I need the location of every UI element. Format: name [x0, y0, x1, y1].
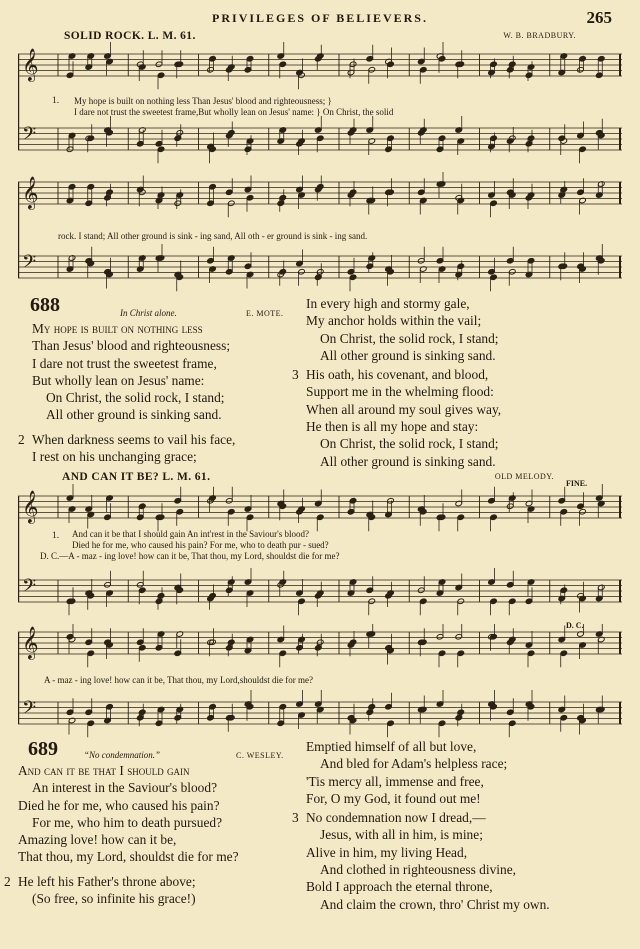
- verse-line: For me, who him to death pursued?: [32, 814, 223, 830]
- verse-line: All other ground is sinking sand.: [46, 407, 222, 423]
- verse-line: And clothed in righteousness divine,: [320, 862, 516, 878]
- verse-line: Than Jesus' blood and righteousness;: [32, 338, 231, 354]
- verse-line: On Christ, the solid rock, I stand;: [46, 390, 225, 406]
- verse-line: But wholly lean on Jesus' name:: [32, 372, 205, 388]
- hymn-688-column-2: [292, 295, 501, 470]
- tune-composer: W. B. BRADBURY.: [503, 31, 576, 40]
- dc-marking: D. C.: [566, 621, 584, 630]
- hymn-688-column-1: [18, 320, 235, 465]
- verse-line: For, O my God, it found out me!: [306, 790, 481, 806]
- bass-staff: [18, 116, 622, 163]
- hymn-author: E. MOTE.: [246, 309, 284, 318]
- tune-heading-solid-rock: [64, 30, 576, 42]
- hymn-689-column-2: [292, 738, 550, 913]
- verse-line: Amazing love! how can it be,: [18, 832, 177, 848]
- verse-line: On Christ, the solid rock, I stand;: [320, 330, 499, 346]
- verse-line: (So free, so infinite his grace!): [32, 891, 196, 907]
- verse-line: Alive in him, my living Head,: [306, 844, 468, 860]
- verse-marker: 1.: [52, 96, 60, 106]
- verse-line: 3 His oath, his covenant, and blood,: [292, 367, 489, 383]
- tune-heading-and-can-it-be: [62, 471, 554, 483]
- verse-line: Bold I approach the eternal throne,: [306, 879, 493, 895]
- bass-clef-icon: 𝄢: [22, 698, 37, 723]
- treble-staff: [18, 624, 622, 667]
- verse-line: 2 When darkness seems to vail his face,: [18, 431, 236, 447]
- verse-line: All other ground is sinking sand.: [320, 347, 496, 363]
- tune-composer: OLD MELODY.: [494, 472, 554, 481]
- lyric-line: D. C.—A - maz - ing love! how can it be, That thou, my Lord, shouldst die for me?: [40, 551, 340, 561]
- verse-line: 3 No condemnation now I dread,—: [292, 810, 486, 826]
- verse-marker: 1.: [52, 531, 60, 541]
- page-number: 265: [586, 8, 612, 27]
- tune-name: AND CAN IT BE? L. M. 61.: [62, 471, 211, 483]
- lyric-line: I dare not trust the sweetest frame,But wholly lean on Jesus' name: } On Christ, the solid: [74, 107, 394, 117]
- treble-clef-icon: 𝄞: [22, 626, 39, 659]
- verse-line: Died he for me, who caused his pain?: [18, 797, 220, 813]
- lyric-line: A - maz - ing love! how can it be, That thou, my Lord,shouldst die for me?: [44, 675, 314, 685]
- hymn-author: C. WESLEY.: [236, 751, 284, 760]
- verse-line: An interest in the Saviour's blood?: [32, 780, 218, 796]
- verse-line: 2 He left his Father's throne above;: [4, 873, 196, 889]
- verse-line: I rest on his unchanging grace;: [32, 449, 197, 465]
- bass-clef-icon: 𝄢: [22, 124, 37, 149]
- hymn-number: 688: [30, 294, 60, 316]
- lyric-line: My hope is built on nothing less Than Jesus' blood and righteousness; }: [74, 96, 332, 106]
- fine-marking: FINE.: [566, 479, 588, 488]
- bass-staff: [18, 568, 622, 615]
- lyric-line: rock. I stand; All other ground is sink - ing sand, All oth - er ground is sink - ing sand.: [58, 231, 368, 241]
- hymn-number: 689: [28, 738, 58, 760]
- treble-staff: [18, 42, 622, 89]
- verse-line: My hope is built on nothing less: [32, 321, 203, 336]
- treble-staff: [18, 172, 622, 217]
- lyric-line: Died he for me, who caused his pain? For me, who to death pur - sued?: [72, 540, 329, 550]
- hymn-subtitle: “No condemnation.”: [84, 750, 161, 760]
- hymn-subtitle: In Christ alone.: [120, 308, 177, 318]
- hymn-689-column-1: [4, 762, 239, 907]
- page-title: PRIVILEGES OF BELIEVERS.: [212, 11, 428, 25]
- treble-clef-icon: 𝄞: [22, 490, 39, 523]
- verse-line: On Christ, the solid rock, I stand;: [320, 436, 499, 452]
- verse-line: And claim the crown, thro' Christ my own.: [320, 896, 550, 912]
- verse-line: And can it be that I should gain: [18, 763, 190, 778]
- bass-clef-icon: 𝄢: [22, 252, 37, 277]
- verse-line: Jesus, with all in him, is mine;: [320, 827, 483, 843]
- tune-name: SOLID ROCK. L. M. 61.: [64, 30, 196, 42]
- bass-staff: [18, 690, 622, 737]
- verse-line: And bled for Adam's helpless race;: [320, 756, 508, 772]
- treble-clef-icon: 𝄞: [22, 48, 39, 81]
- page-header: [0, 8, 640, 28]
- verse-line: He then is all my hope and stay:: [306, 419, 479, 435]
- bass-clef-icon: 𝄢: [22, 576, 37, 601]
- verse-line: I dare not trust the sweetest frame,: [32, 355, 217, 371]
- verse-line: Support me in the whelming flood:: [306, 384, 494, 400]
- verse-line: My anchor holds within the vail;: [306, 313, 482, 329]
- verse-line: Emptied himself of all but love,: [306, 739, 477, 754]
- verse-line: That thou, my Lord, shouldst die for me?: [18, 849, 239, 865]
- lyric-line: And can it be that I should gain An int'rest in the Saviour's blood?: [72, 529, 309, 539]
- verse-line: All other ground is sinking sand.: [320, 453, 496, 469]
- verse-line: When all around my soul gives way,: [306, 401, 502, 417]
- bass-staff: [18, 244, 622, 291]
- treble-staff: [18, 484, 622, 531]
- verse-line: In every high and stormy gale,: [306, 296, 470, 311]
- verse-line: 'Tis mercy all, immense and free,: [306, 773, 484, 789]
- treble-clef-icon: 𝄞: [22, 176, 39, 209]
